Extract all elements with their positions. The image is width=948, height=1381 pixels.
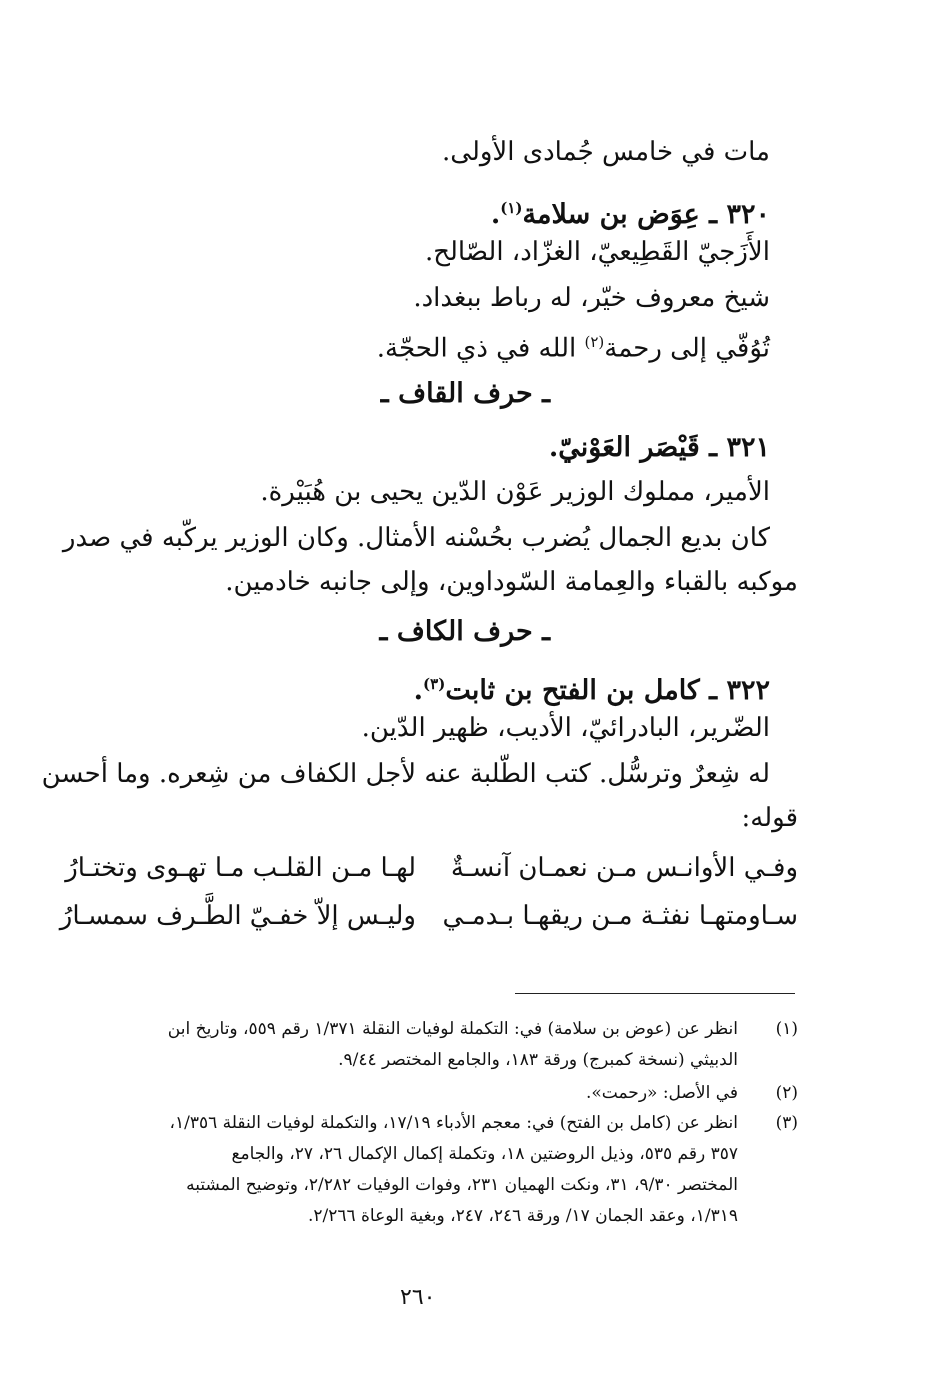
entry-322-title xyxy=(414,664,770,711)
section-heading-qaf: ـ حرف القاف ـ xyxy=(380,378,550,409)
entry-321-title: ٣٢١ ـ قَيْصَر العَوْنيّ. xyxy=(548,432,770,463)
verse-2-second-hemistich: وليـس إلاّ خفـيّ الطَّـرف سمسـارُ xyxy=(59,901,416,931)
text-line: كان بديع الجمال يُضرب بحُسْنه الأمثال. وكان الوزير يركّبه في صدر xyxy=(62,523,770,553)
footnote-line: انظر عن (كامل بن الفتح) في: معجم الأدباء ١٧/١٩، والتكملة لوفيات النقلة ١/٣٥٦، xyxy=(169,1113,738,1133)
section-heading-kaf: ـ حرف الكاف ـ xyxy=(379,616,550,647)
text-line: الأمير، مملوك الوزير عَوْن الدّين يحيى بن هُبَيْرة. xyxy=(260,477,770,507)
entry-title-text: ٣٢٢ ـ كامل بن الفتح بن ثابت xyxy=(445,675,770,706)
text-line: له شِعرٌ وترسُّل. كتب الطّلبة عنه لأجل الكفاف من شِعره. وما أحسن xyxy=(41,759,770,789)
footnote-ref: (٣) xyxy=(423,675,446,693)
text-line: الأَزَجيّ القَطِيعيّ، الغزّاد، الصّالح. xyxy=(424,237,770,267)
footnote-number: (٢) xyxy=(775,1083,798,1103)
text-line: موكبه بالقباء والعِمامة السّوداوين، وإلى جانبه خادمين. xyxy=(225,567,798,597)
entry-320-title xyxy=(491,188,770,235)
text-line: قوله: xyxy=(741,803,798,833)
text-line: شيخ معروف خيّر، له رباط ببغداد. xyxy=(413,283,770,313)
text-line xyxy=(377,322,770,369)
text-line: الضّرير، البادرائيّ، الأديب، ظهير الدّين. xyxy=(361,713,770,743)
footnote-number: (٣) xyxy=(775,1113,798,1133)
footnote-ref: (٢) xyxy=(584,333,605,351)
footnote-ref: (١) xyxy=(500,199,523,217)
footnote-line: ١/٣١٩، وعقد الجمان ١٧/ ورقة ٢٤٦، ٢٤٧، وبغية الوعاة ٢/٢٦٦. xyxy=(307,1206,738,1226)
text-line: مات في خامس جُمادى الأولى. xyxy=(442,137,770,167)
footnote-separator xyxy=(515,993,795,994)
entry-title-text: ٣٢٠ ـ عِوَض بن سلامة xyxy=(522,199,770,230)
footnote-line: الدبيثي (نسخة كمبرج) ورقة ١٨٣، والجامع المختصر ٩/٤٤. xyxy=(338,1050,738,1070)
verse-2-first-hemistich: سـاومتهـا نفثـة مـن ريقهـا بـدمـي xyxy=(442,901,798,931)
footnote-line: انظر عن (عوض بن سلامة) في: التكملة لوفيات النقلة ١/٣٧١ رقم ٥٥٩، وتاريخ ابن xyxy=(167,1019,738,1039)
text-span: الله في ذي الحجّة. xyxy=(376,333,585,364)
footnote-line: في الأصل: «رحمت». xyxy=(585,1083,738,1103)
entry-title-dot: . xyxy=(413,675,424,706)
verse-1-first-hemistich: وفـي الأوانـس مـن نعمـان آنسـةٌ xyxy=(450,853,798,883)
footnote-number: (١) xyxy=(775,1019,798,1039)
footnote-line: ٣٥٧ رقم ٥٣٥، وذيل الروضتين ١٨، وتكملة إكمال الإكمال ٢٦، ٢٧، والجامع xyxy=(231,1144,738,1164)
text-span: تُوُفّي إلى رحمة xyxy=(604,333,770,364)
entry-title-dot: . xyxy=(490,199,501,230)
page-number: ٢٦٠ xyxy=(400,1285,436,1310)
verse-1-second-hemistich: لهـا مـن القلـب مـا تهـوى وتختـارُ xyxy=(65,853,416,883)
footnote-line: المختصر ٩/٣٠، ٣١، ونكت الهميان ٢٣١، وفوات الوفيات ٢/٢٨٢، وتوضيح المشتبه xyxy=(186,1175,738,1195)
